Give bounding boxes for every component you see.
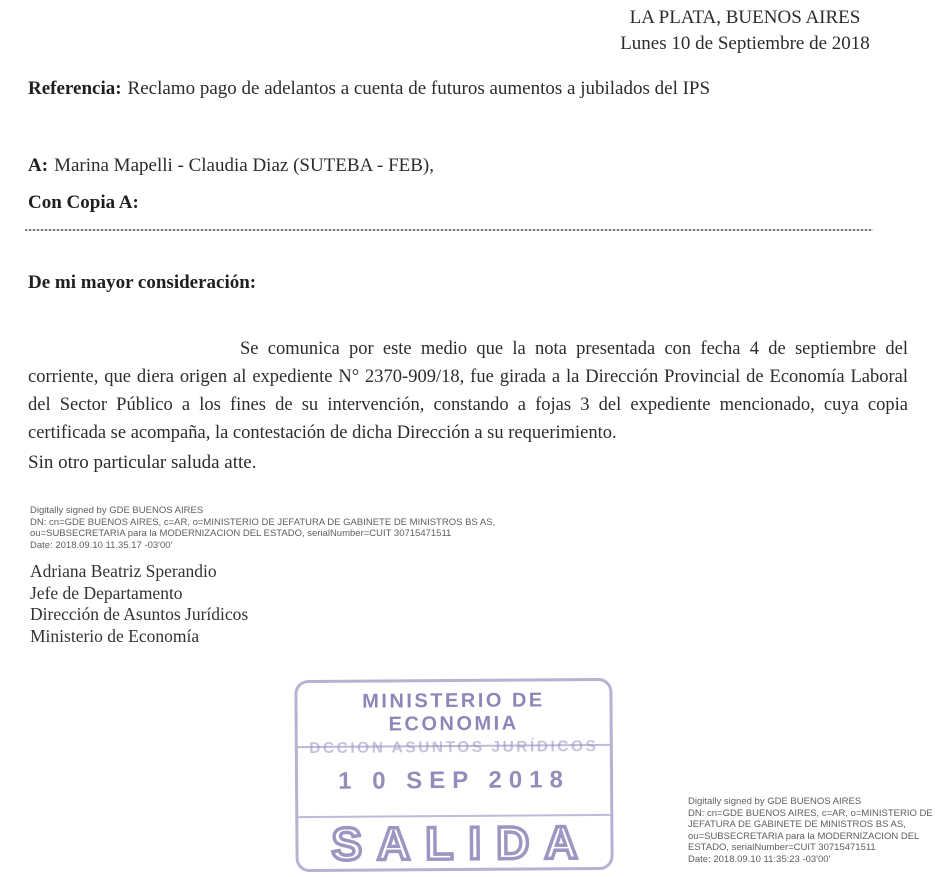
signer-ministry: Ministerio de Economía bbox=[30, 625, 200, 646]
digital-signature-line: ou=SUBSECRETARIA para la MODERNIZACION DEL bbox=[688, 830, 920, 842]
header-date: Lunes 10 de Septiembre de 2018 bbox=[620, 33, 870, 54]
stamp-header-section bbox=[297, 681, 609, 758]
stamp-office-text: DCCION ASUNTOS JURÍDICOS bbox=[309, 737, 599, 758]
addressee-label: A: bbox=[28, 155, 49, 176]
digital-signature-line: ou=SUBSECRETARIA para la MODERNIZACION DEL ESTADO, serialNumber=CUIT 30715471511 bbox=[30, 528, 452, 539]
addressee-line bbox=[28, 153, 434, 178]
digital-signature-line: Digitally signed by GDE BUENOS AIRES bbox=[30, 505, 204, 516]
closing-line: Sin otro particular saluda atte. bbox=[28, 452, 257, 473]
cc-label: Con Copia A: bbox=[28, 192, 139, 213]
stamp-salida-text: SALIDA bbox=[331, 815, 593, 870]
reference-line bbox=[28, 76, 710, 101]
signer-title: Jefe de Departamento bbox=[30, 582, 183, 603]
reference-label: Referencia: bbox=[28, 78, 122, 99]
digital-signature-bottom bbox=[688, 796, 933, 865]
signer-office: Dirección de Asuntos Jurídicos bbox=[30, 604, 249, 624]
ministry-exit-stamp bbox=[294, 678, 613, 872]
letter-header bbox=[590, 5, 900, 57]
digital-signature-line: Digitally signed by GDE BUENOS AIRES bbox=[688, 796, 862, 807]
header-place: LA PLATA, BUENOS AIRES bbox=[629, 7, 861, 28]
digital-signature-line: DN: cn=GDE BUENOS AIRES, c=AR, o=MINISTERIO DE JEFATURA DE GABINETE DE MINISTROS BS AS, bbox=[30, 516, 496, 528]
stamp-ministry-text: MINISTERIO DE ECONOMIA bbox=[362, 689, 545, 736]
signer-block bbox=[30, 561, 248, 647]
digital-signature-line: JEFATURA DE GABINETE DE MINISTROS BS AS, bbox=[688, 819, 906, 830]
body-paragraph: Se comunica por este medio que la nota presentada con fecha 4 de septiembre del corriente, que diera origen al expediente N° 2370-909/18, fue girada a la Dirección Provincial de Economía Laboral del Sector Público a los fines de su intervención, constando a fojas 3 del expediente mencionado, cuya copia certificada se acompaña, la contestación de dicha Dirección a su requerimiento. bbox=[28, 339, 908, 443]
salutation: De mi mayor consideración: bbox=[28, 272, 257, 293]
digital-signature-line: ESTADO, serialNumber=CUIT 30715471511 bbox=[688, 842, 876, 853]
addressee-text: Marina Mapelli - Claudia Diaz (SUTEBA - FEB), bbox=[54, 155, 434, 176]
separator-line bbox=[25, 229, 873, 231]
reference-text: Reclamo pago de adelantos a cuenta de futuros aumentos a jubilados del IPS bbox=[127, 78, 711, 99]
stamp-date: 1 0 SEP 2018 bbox=[338, 766, 570, 795]
stamp-salida-section bbox=[298, 816, 610, 869]
digital-signature-line: Date: 2018.09.10 11.35.17 -03'00' bbox=[30, 539, 173, 551]
cc-line bbox=[28, 190, 145, 215]
digital-signature-line: DN: cn=GDE BUENOS AIRES, c=AR, o=MINISTERIO DE bbox=[688, 807, 933, 819]
digital-signature-line: Date: 2018.09.10 11:35:23 -03'00' bbox=[688, 853, 831, 865]
signer-name: Adriana Beatriz Sperandio bbox=[30, 561, 217, 581]
digital-signature-top bbox=[30, 505, 495, 551]
